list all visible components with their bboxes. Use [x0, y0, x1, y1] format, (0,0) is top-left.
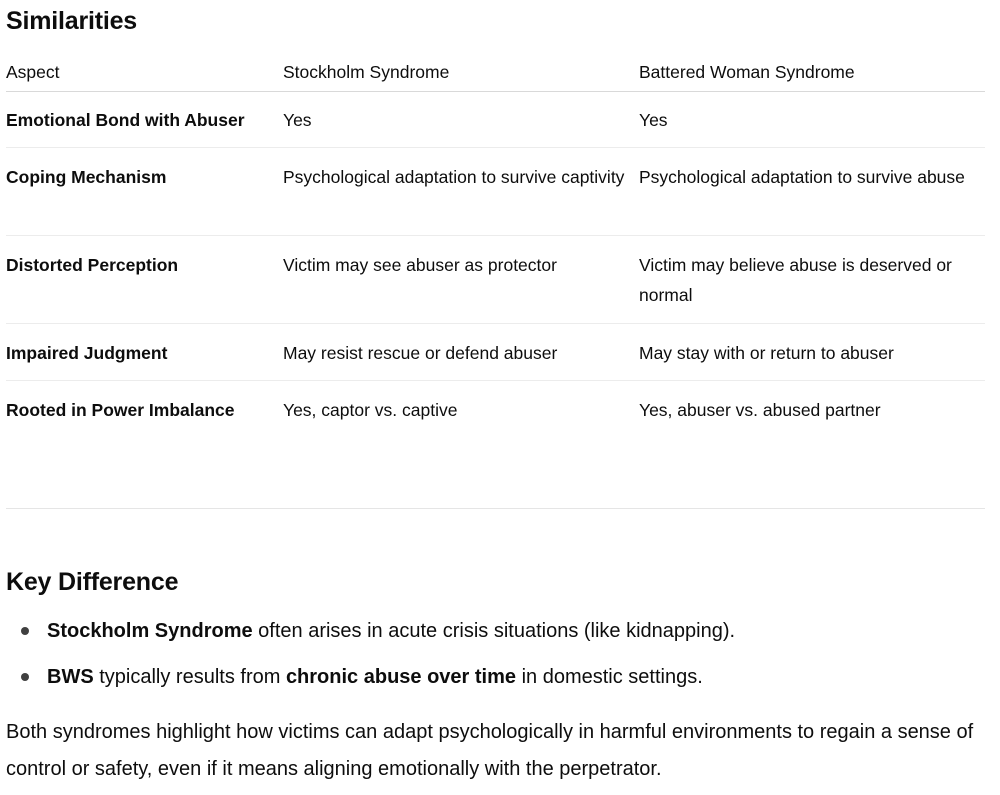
key-difference-heading: Key Difference [6, 568, 179, 596]
stockholm-cell: Yes [283, 92, 639, 148]
column-header-stockholm: Stockholm Syndrome [283, 54, 639, 92]
table-row [6, 381, 985, 438]
bullet-icon [21, 673, 29, 681]
bws-cell: Yes [639, 92, 985, 148]
aspect-cell: Rooted in Power Imbalance [6, 400, 235, 420]
bws-cell: May stay with or return to abuser [639, 324, 985, 381]
stockholm-cell: Yes, captor vs. captive [283, 400, 458, 420]
aspect-cell: Impaired Judgment [6, 324, 283, 381]
column-header-aspect: Aspect [6, 54, 283, 92]
table-row [6, 148, 985, 236]
bws-cell: Victim may believe abuse is deserved or normal [639, 236, 985, 324]
aspect-cell: Coping Mechanism [6, 148, 283, 236]
bws-cell: Psychological adaptation to survive abuse [639, 148, 985, 236]
aspect-cell: Emotional Bond with Abuser [6, 92, 283, 148]
list-item-bold: Stockholm Syndrome [47, 620, 253, 642]
list-item-text: in domestic settings. [516, 666, 703, 688]
aspect-cell: Distorted Perception [6, 236, 283, 324]
list-item [6, 613, 985, 659]
table-header-row [6, 54, 985, 92]
key-difference-list [6, 613, 985, 705]
table-row [6, 236, 985, 324]
bws-cell: Yes, abuser vs. abused partner [639, 400, 881, 420]
list-item-text: often arises in acute crisis situations (like kidnapping). [252, 620, 736, 642]
table-row [6, 92, 985, 148]
similarities-table [6, 54, 985, 438]
list-item [6, 659, 985, 705]
stockholm-cell: Psychological adaptation to survive captivity [283, 148, 639, 236]
column-header-bws: Battered Woman Syndrome [639, 54, 985, 92]
table-row [6, 324, 985, 381]
bullet-icon [21, 627, 29, 635]
stockholm-cell: May resist rescue or defend abuser [283, 324, 639, 381]
section-divider [6, 508, 985, 509]
similarities-heading: Similarities [6, 7, 137, 35]
stockholm-cell: Victim may see abuser as protector [283, 236, 639, 324]
conclusion-paragraph: Both syndromes highlight how victims can adapt psychologically in harmful environments to regain a sense of control or safety, even if it means aligning emotionally with the perpetrator. [6, 721, 974, 780]
list-item-bold: chronic abuse over time [285, 666, 517, 688]
list-item-text: typically results from [93, 666, 286, 688]
list-item-bold: BWS [47, 666, 94, 688]
